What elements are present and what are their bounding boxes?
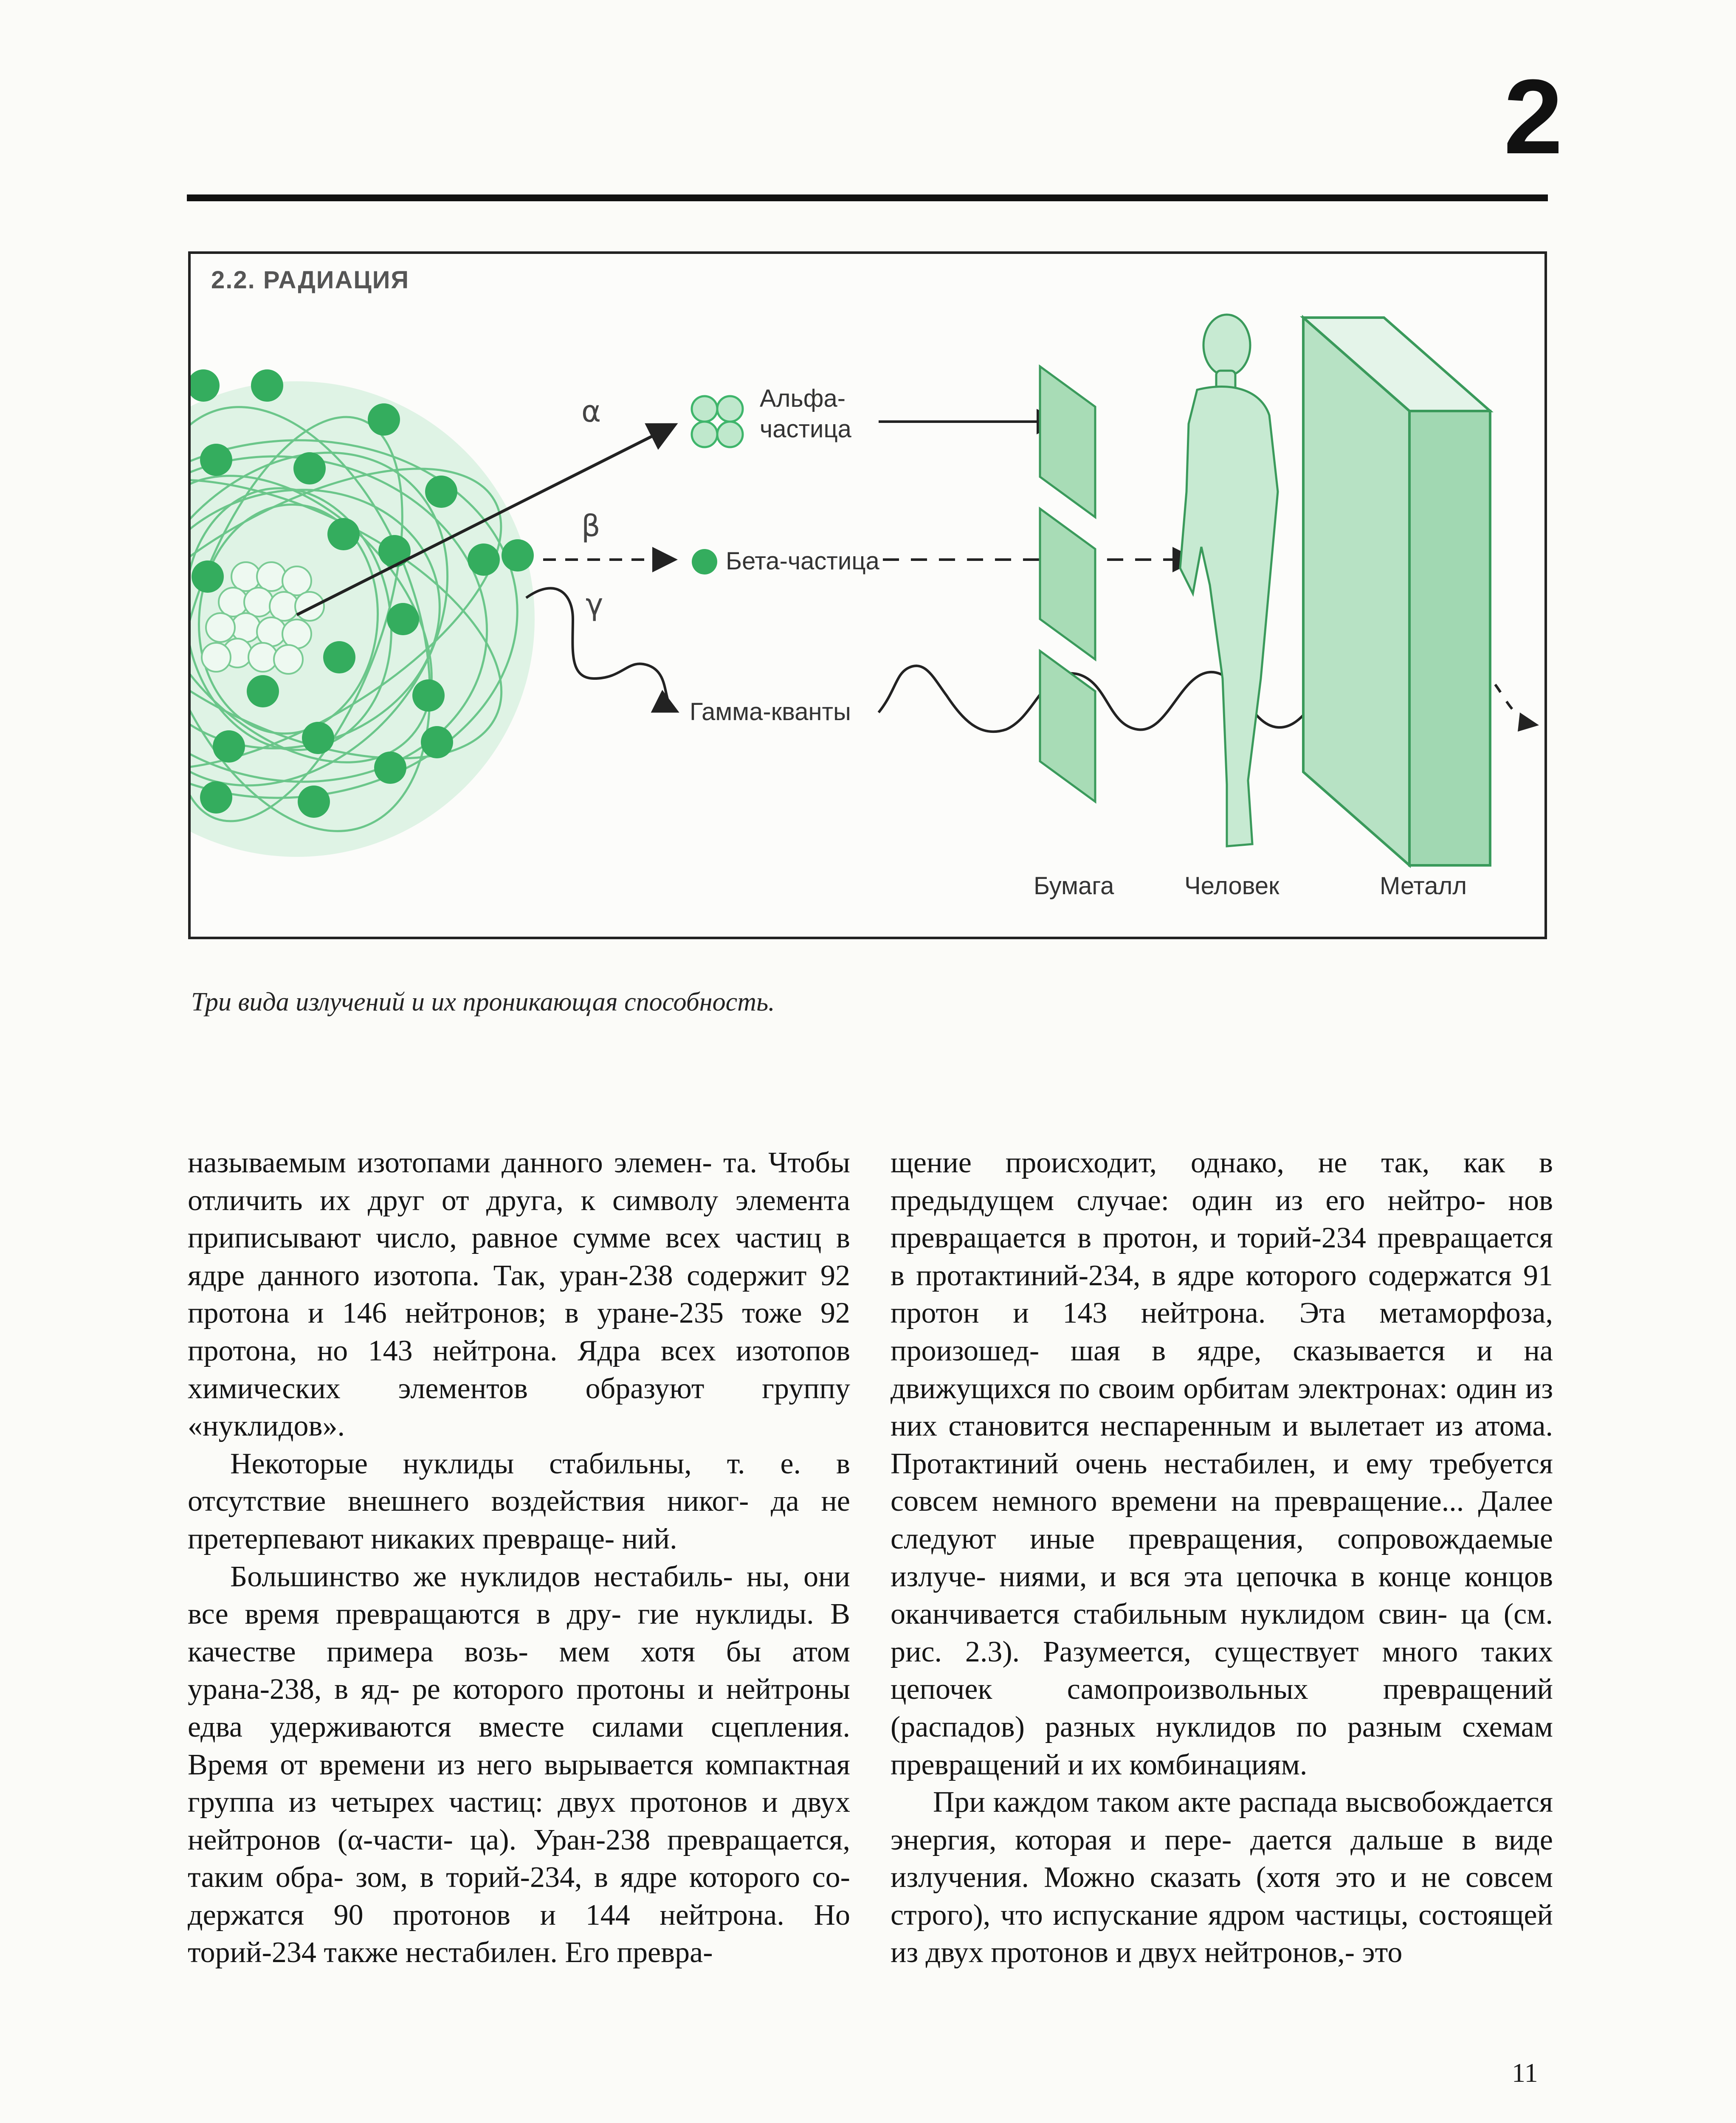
- gamma-symbol-label: γ: [586, 587, 603, 622]
- header-rule: [187, 194, 1548, 201]
- atom-nucleus: [191, 368, 547, 870]
- page-number: 11: [1512, 2058, 1538, 2088]
- beta-particle-label: Бета-частица: [726, 547, 879, 575]
- chapter-number: 2: [1503, 57, 1563, 176]
- metal-block: [1303, 318, 1490, 865]
- paragraph: щение происходит, однако, не так, как в предыдущем случае: один из его нейтро- нов превращается в протон, и торий-234 превращается в протактиний-234, в ядре которого содержатся 91 протон и 143 нейтрона. Эта метаморфоза, произошед- шая в ядре, сказывается и на движущихся по своим орбитам электронах: один из них становится неспаренным и вылетает из атома. Протактиний очень нестабилен, и ему требуется совсем немного времени на превращение... Далее следуют иные превращения, сопровождаемые излуче- ниями, и вся эта цепочка в конце концов оканчивается стабильным нуклидом свин- ца (см. рис. 2.3). Разумеется, существует много таких цепочек самопроизвольных превращений (распадов) разных нуклидов по разным схемам превращений и их комбинациям.: [891, 1146, 1553, 1781]
- human-figure: [1180, 315, 1278, 846]
- human-label: Человек: [1184, 872, 1279, 900]
- gamma-quanta-label: Гамма-кванты: [690, 698, 851, 726]
- left-text-column: [188, 1144, 850, 1972]
- paper-barriers: [1040, 366, 1095, 802]
- gamma-arrow-tip: [1518, 712, 1539, 732]
- beta-symbol-label: β: [581, 509, 600, 543]
- paragraph: При каждом таком акте распада высвобождается энергия, которая и пере- дается дальше в виде излучения. Можно сказать (хотя это и не совсем строго), что испускание ядром частицы, состоящей из двух протонов и двух нейтронов,- это: [891, 1786, 1553, 1969]
- metal-label: Металл: [1380, 872, 1467, 900]
- right-text-column: [891, 1144, 1553, 1972]
- figure-title: 2.2. РАДИАЦИЯ: [211, 266, 410, 294]
- figure-caption: Три вида излучений и их проникающая способность.: [191, 988, 775, 1016]
- paragraph: называемым изотопами данного элемен- та. Чтобы отличить их друг от друга, к символу элемента приписывают число, равное сумме всех частиц в ядре данного изотопа. Так, уран-238 содержит 92 протона и 146 нейтронов; в уране-235 тоже 92 протона, но 143 нейтрона. Ядра всех изотопов химических элементов образуют группу «нуклидов».: [188, 1146, 850, 1443]
- paper-label: Бумага: [1034, 872, 1114, 900]
- beta-particle-icon: [692, 549, 717, 574]
- paragraph: Большинство же нуклидов нестабиль- ны, они все время превращаются в дру- гие нуклиды. В качестве примера возь- мем хотя бы атом урана-238, в яд- ре которого протоны и нейтроны едва удерживаются вместе силами сцепления. Время от времени из него вырывается компактная группа из четырех частиц: двух протонов и двух нейтронов (α-части- ца). Уран-238 превращается, таким обра- зом, в торий-234, в ядре которого со- держатся 90 протонов и 144 нейтрона. Но торий-234 также нестабилен. Его превра-: [188, 1560, 850, 1969]
- alpha-symbol-label: α: [581, 394, 601, 429]
- alpha-particle-label: Альфа- частица: [760, 385, 851, 443]
- paragraph: Некоторые нуклиды стабильны, т. е. в отсутствие внешнего воздействия никог- да не претерпевают никаких превраще- ний.: [188, 1447, 850, 1555]
- radiation-illustration: [191, 254, 1544, 937]
- figure-radiation: [188, 251, 1547, 939]
- alpha-particle-icon: [692, 396, 743, 447]
